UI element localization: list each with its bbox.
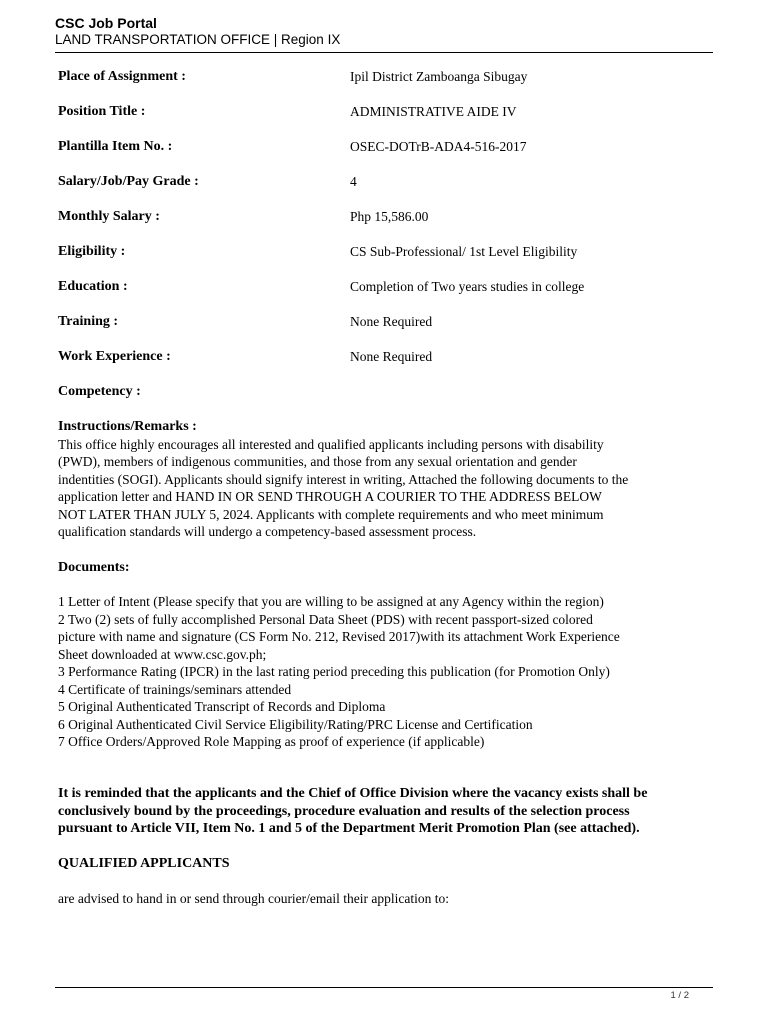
field-training xyxy=(58,314,690,334)
instructions-line: indentities (SOGI). Applicants should signify interest in writing, Attached the following documents to the xyxy=(58,471,629,487)
field-value: Completion of Two years studies in college xyxy=(350,279,585,294)
instructions-line: application letter and HAND IN OR SEND THROUGH A COURIER TO THE ADDRESS BELOW xyxy=(58,489,602,504)
field-salary-grade xyxy=(58,174,690,194)
instructions-heading: Instructions/Remarks : xyxy=(58,419,197,434)
field-value: Ipil District Zamboanga Sibugay xyxy=(350,69,528,84)
office-line: LAND TRANSPORTATION OFFICE | Region IX xyxy=(55,32,341,47)
page-indicator: 1 / 2 xyxy=(670,990,689,1001)
field-value: None Required xyxy=(350,349,433,364)
field-value: CS Sub-Professional/ 1st Level Eligibility xyxy=(350,244,578,259)
field-label: Work Experience : xyxy=(58,349,171,364)
list-item: picture with name and signature (CS Form No. 212, Revised 2017)with its attachment Work Experience xyxy=(58,629,620,644)
document-header xyxy=(55,15,713,48)
field-competency xyxy=(58,384,690,404)
instructions-line: (PWD), members of indigenous communities, and those from any sexual orientation and gender xyxy=(58,454,577,469)
documents-section xyxy=(58,559,690,577)
field-plantilla-item xyxy=(58,139,690,159)
instructions-line: qualification standards will undergo a competency-based assessment process. xyxy=(58,524,477,539)
list-item: 7 Office Orders/Approved Role Mapping as proof of experience (if applicable) xyxy=(58,734,485,749)
instructions-section xyxy=(58,418,690,541)
field-label: Training : xyxy=(58,314,119,329)
list-item: 2 Two (2) sets of fully accomplished Personal Data Sheet (PDS) with recent passport-sized colored xyxy=(58,611,593,627)
field-monthly-salary xyxy=(58,209,690,229)
field-label: Competency : xyxy=(58,384,141,399)
header-divider xyxy=(55,52,713,53)
field-label: Eligibility : xyxy=(58,244,126,259)
qualified-heading: QUALIFIED APPLICANTS xyxy=(58,856,230,871)
footer-divider xyxy=(55,987,713,988)
field-eligibility xyxy=(58,244,690,264)
list-item: 3 Performance Rating (IPCR) in the last rating period preceding this publication (for Promotion Only) xyxy=(58,664,610,679)
field-label: Education : xyxy=(58,279,128,294)
list-item: 1 Letter of Intent (Please specify that you are willing to be assigned at any Agency within the region) xyxy=(58,594,604,609)
list-item: Sheet downloaded at www.csc.gov.ph; xyxy=(58,646,267,662)
qualified-text-wrapper xyxy=(58,890,690,908)
reminder-paragraph xyxy=(58,785,690,838)
instructions-line: NOT LATER THAN JULY 5, 2024. Applicants with complete requirements and who meet minimum xyxy=(58,506,604,522)
field-value: ADMINISTRATIVE AIDE IV xyxy=(350,104,517,119)
reminder-line: conclusively bound by the proceedings, procedure evaluation and results of the selection process xyxy=(58,803,630,819)
documents-list-wrapper xyxy=(58,593,690,751)
field-label: Salary/Job/Pay Grade : xyxy=(58,174,199,189)
field-value: Php 15,586.00 xyxy=(350,209,429,224)
instructions-line: This office highly encourages all interested and qualified applicants including persons with disability xyxy=(58,436,604,452)
field-label: Position Title : xyxy=(58,104,146,119)
field-place-of-assignment xyxy=(58,69,690,89)
list-item: 6 Original Authenticated Civil Service Eligibility/Rating/PRC License and Certification xyxy=(58,716,533,732)
qualified-text: are advised to hand in or send through courier/email their application to: xyxy=(58,891,450,906)
qualified-section xyxy=(58,855,690,873)
field-education xyxy=(58,279,690,299)
reminder-line: pursuant to Article VII, Item No. 1 and 5 of the Department Merit Promotion Plan (see attached). xyxy=(58,821,640,836)
field-label: Place of Assignment : xyxy=(58,69,186,84)
field-value: 4 xyxy=(350,174,357,189)
field-work-experience xyxy=(58,349,690,369)
field-value: None Required xyxy=(350,314,433,329)
list-item: 5 Original Authenticated Transcript of Records and Diploma xyxy=(58,699,386,714)
list-item: 4 Certificate of trainings/seminars attended xyxy=(58,681,292,697)
field-label: Plantilla Item No. : xyxy=(58,139,173,154)
field-value: OSEC-DOTrB-ADA4-516-2017 xyxy=(350,139,527,154)
portal-title: CSC Job Portal xyxy=(55,15,157,31)
field-position-title xyxy=(58,104,690,124)
field-label: Monthly Salary : xyxy=(58,209,160,224)
reminder-line: It is reminded that the applicants and the Chief of Office Division where the vacancy exists shall be xyxy=(58,786,648,801)
documents-heading: Documents: xyxy=(58,560,130,575)
documents-list xyxy=(58,593,690,751)
